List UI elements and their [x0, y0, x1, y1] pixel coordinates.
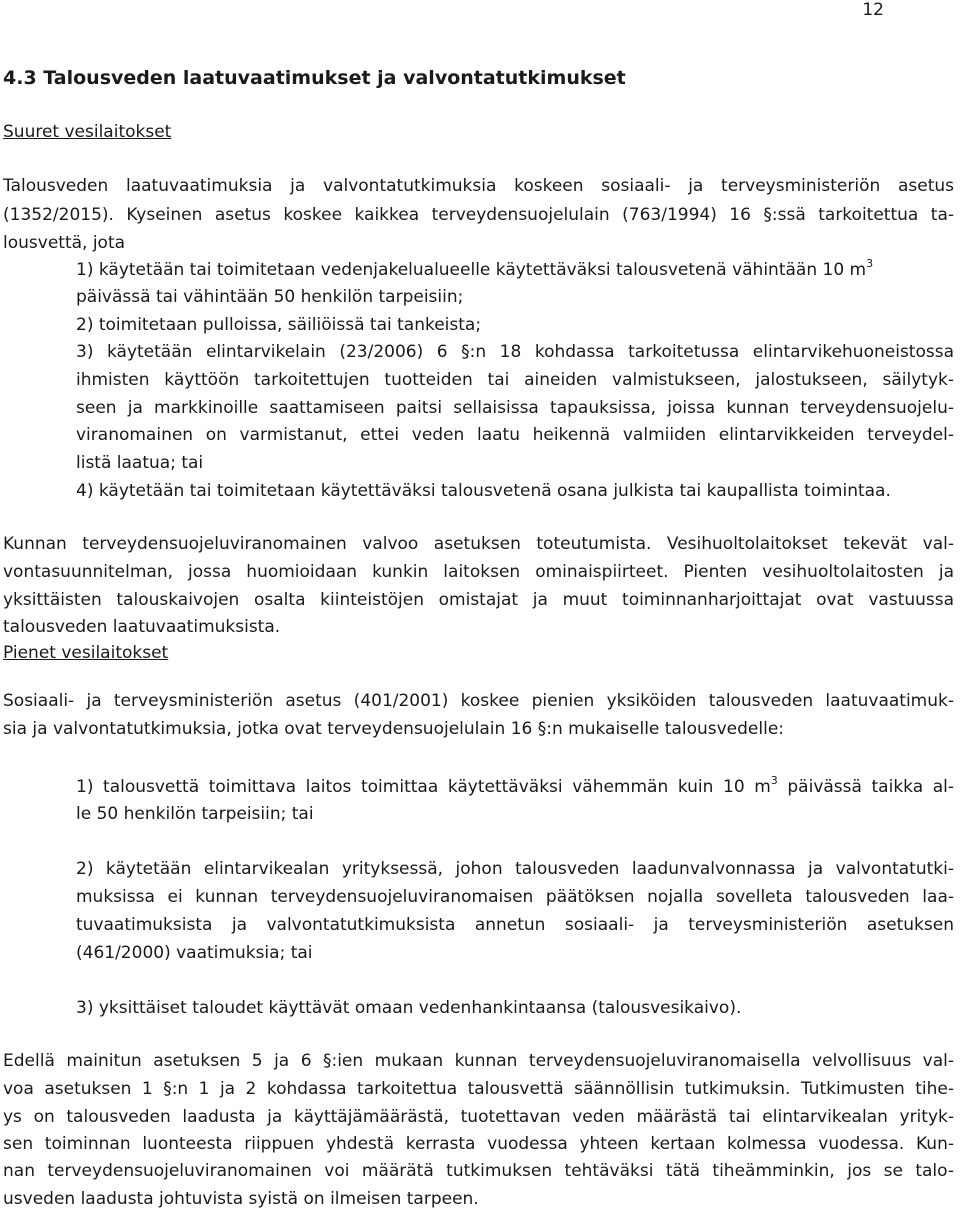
paragraph-line: Edellä mainitun asetuksen 5 ja 6 §:ien mukaan kunnan terveydensuojeluviranomaisella velvollisuus val-	[3, 1051, 954, 1071]
list-item-3-line: 3) käytetään elintarvikelain (23/2006) 6 §:n 18 kohdassa tarkoitetussa elintarvikehuoneistossa	[76, 342, 954, 362]
paragraph-line: vontasuunnitelman, jossa huomioidaan kunkin laitoksen ominaispiirteet. Pienten vesihuoltolaitosten ja	[3, 562, 954, 582]
list-item-3-line: seen ja markkinoille saattamiseen paitsi sellaisissa tapauksissa, joissa kunnan terveydensuojelu-	[76, 398, 954, 418]
list-item-3-line: listä laatua; tai	[76, 453, 204, 473]
subheading-large-plants: Suuret vesilaitokset	[3, 122, 172, 142]
section-heading: 4.3 Talousveden laatuvaatimukset ja valvontatutkimukset	[3, 67, 626, 89]
list-item-1-line: le 50 henkilön tarpeisiin; tai	[76, 804, 314, 824]
paragraph-line: nan terveydensuojeluviranomainen voi määrätä tutkimuksen tehtäväksi tätä tiheämminkin, jos se talo-	[3, 1161, 954, 1181]
list-item-2-line: tuvaatimuksista ja valvontatutkimuksista annetun sosiaali- ja terveysministeriön asetuksen	[76, 915, 954, 935]
list-item-3: 3) yksittäiset taloudet käyttävät omaan vedenhankintaansa (talousvesikaivo).	[76, 998, 742, 1018]
list-item-2: 2) toimitetaan pulloissa, säiliöissä tai tankeista;	[76, 315, 482, 335]
list-item-2-line: (461/2000) vaatimuksia; tai	[76, 943, 313, 963]
list-item-3-line: viranomainen on varmistanut, ettei veden laatu heikennä valmiiden elintarvikkeiden terveydel-	[76, 425, 954, 445]
paragraph-line: Kunnan terveydensuojeluviranomainen valvoo asetuksen toteutumista. Vesihuoltolaitokset tekevät val-	[3, 534, 954, 554]
list-item-1-line	[76, 776, 954, 798]
paragraph-line: lousvettä, jota	[3, 233, 126, 253]
subheading-small-plants: Pienet vesilaitokset	[3, 643, 169, 663]
list-item-1-text: 1) talousvettä toimittava laitos toimittaa käytettäväksi vähemmän kuin 10 m	[76, 777, 771, 797]
paragraph-line: ys on talousveden laadusta ja käyttäjämäärästä, tuotettavan veden määrästä tai elintarvikealan yrityk-	[3, 1107, 954, 1127]
paragraph-line: yksittäisten talouskaivojen osalta kiinteistöjen omistajat ja muut toiminnanharjoittajat ovat vastuussa	[3, 590, 954, 610]
paragraph-line: sia ja valvontatutkimuksia, jotka ovat terveydensuojelulain 16 §:n mukaiselle talousvedelle:	[3, 719, 785, 739]
paragraph-line: Talousveden laatuvaatimuksia ja valvontatutkimuksia koskeen sosiaali- ja terveysministeriön asetus	[3, 176, 954, 196]
page-number: 12	[862, 0, 884, 20]
paragraph-line: Sosiaali- ja terveysministeriön asetus (401/2001) koskee pienien yksiköiden talousveden laatuvaatimuk-	[3, 691, 954, 711]
paragraph-line: sen toiminnan luonteesta riippuen yhdestä kerrasta vuodessa yhteen kertaan kolmessa vuodessa. Kun-	[3, 1134, 954, 1154]
list-item-4: 4) käytetään tai toimitetaan käytettäväksi talousvetenä osana julkista tai kaupallista toimintaa.	[76, 481, 891, 501]
list-item-2-line: muksissa ei kunnan terveydensuojeluviranomaisen päätöksen nojalla sovelleta talousveden laa-	[76, 887, 954, 907]
paragraph-line: (1352/2015). Kyseinen asetus koskee kaikkea terveydensuojelulain (763/1994) 16 §:ssä tarkoitettua ta-	[3, 205, 954, 225]
superscript-3: 3	[770, 774, 778, 787]
list-item-1-line: päivässä tai vähintään 50 henkilön tarpeisiin;	[76, 287, 464, 307]
paragraph-line: voa asetuksen 1 §:n 1 ja 2 kohdassa tarkoitettua talousvettä säännöllisin tutkimuksin. Tutkimusten tihe-	[3, 1079, 954, 1099]
paragraph-line: talousveden laatuvaatimuksista.	[3, 617, 281, 637]
list-item-1-text: 1) käytetään tai toimitetaan vedenjakelualueelle käytettäväksi talousvetenä vähintään 10 m	[76, 260, 867, 280]
list-item-2-line: 2) käytetään elintarvikealan yrityksessä, johon talousveden laadunvalvonnassa ja valvontatutki-	[76, 859, 954, 879]
superscript-3: 3	[866, 257, 874, 270]
list-item-1-text-continued: päivässä taikka al-	[777, 777, 954, 797]
paragraph-line: usveden laadusta johtuvista syistä on ilmeisen tarpeen.	[3, 1189, 479, 1209]
list-item-1-line	[76, 259, 873, 281]
list-item-3-line: ihmisten käyttöön tarkoitettujen tuotteiden tai aineiden valmistukseen, jalostukseen, säilytyk-	[76, 370, 954, 390]
